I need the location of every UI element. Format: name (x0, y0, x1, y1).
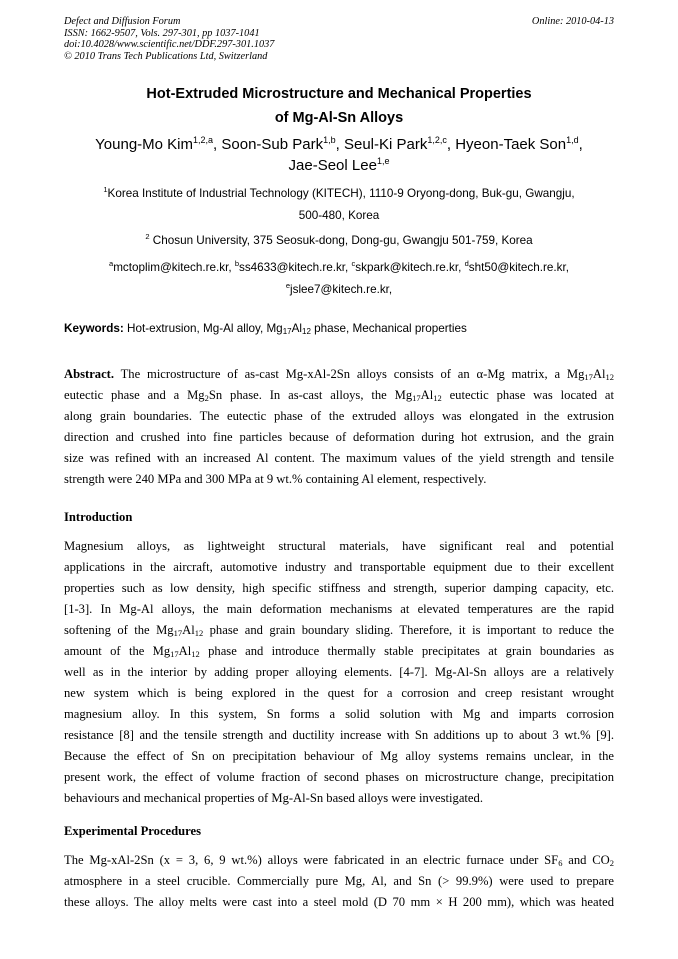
abstract-line: Abstract. The microstructure of as-cast Mg-xAl-2Sn alloys consists of an α-Mg matrix, a $Mg_{17}Al_{12}$ (64, 367, 614, 382)
experimental-body (64, 850, 614, 913)
email-link[interactable]: $^a$mctoplim@kitech.re.kr, (109, 259, 235, 274)
text-line: new system which is being explored in the quest for a corrosion and creep resistant wrought (64, 686, 614, 700)
text-line: The Mg-xAl-2Sn (x = 3, 6, 9 wt.%) alloys were fabricated in an electric furnace under $SF_6$ and $CO_2$ (64, 853, 614, 868)
journal-doi: doi:10.4028/www.scientific.net/DDF.297-301.1037 (64, 39, 275, 50)
author: Young-Mo Kim$^{1,2,a}$, (95, 135, 222, 153)
affiliation-2: $^2$ Chosun University, 375 Seosuk-dong, Dong-gu, Gwangju 501-759, Korea (145, 232, 533, 247)
author: Hyeon-Taek Son$^{1,d}$, (455, 135, 583, 153)
section-heading-introduction: Introduction (64, 510, 133, 524)
introduction-body (64, 536, 614, 809)
title-line-2: of Mg-Al-Sn Alloys (274, 110, 404, 126)
email-link[interactable]: $^e$jslee7@kitech.re.kr, (285, 281, 393, 296)
journal-header (64, 16, 384, 62)
text-line: applications in the aircraft, automotive industry and transportable equipment due to their excellent (64, 560, 614, 574)
journal-copyright: © 2010 Trans Tech Publications Ltd, Switzerland (64, 50, 268, 62)
abstract (64, 364, 614, 490)
paper-title (0, 82, 678, 130)
title-line-1: Hot-Extruded Microstructure and Mechanical Properties (146, 86, 532, 102)
journal-name: Defect and Diffusion Forum (64, 16, 181, 27)
text-line: atmosphere in a steel crucible. Commercially pure Mg, Al, and Sn (> 99.9%) were used to prepare (64, 874, 614, 888)
text-line: Magnesium alloys, as lightweight structural materials, have significant real and potential (64, 539, 614, 553)
text-line: softening of the $Mg_{17}Al_{12}$ phase and grain boundary sliding. Therefore, it is important to reduce the (64, 623, 614, 638)
text-line: Because the effect of Sn on precipitation behaviour of Mg alloy systems remains unclear, in the (64, 749, 614, 763)
email-link[interactable]: $^c$skpark@kitech.re.kr, (351, 259, 465, 274)
text-line: properties such as low density, high specific stiffness and strength, superior damping capacity, etc. (64, 581, 614, 595)
author-emails (70, 257, 608, 301)
text-line: amount of the $Mg_{17}Al_{12}$ phase and introduce thermally stable precipitates at grain boundaries as (64, 644, 614, 659)
text-line: magnesium alloy. In this system, Sn forms a solid solution with Mg and imparts corrosion (64, 707, 614, 721)
text-line: [1-3]. In Mg-Al alloys, the main deformation mechanisms at elevated temperatures are the rapid (64, 602, 614, 616)
abstract-label: Abstract. (64, 367, 115, 381)
abstract-line: eutectic phase and a $Mg_2Sn$ phase. In as-cast alloys, the $Mg_{17}Al_{12}$ eutectic phase was located at (64, 388, 614, 403)
keywords: Keywords: Hot-extrusion, Mg-Al alloy, $Mg_{17}Al_{12}$ phase, Mechanical properties (64, 322, 467, 336)
email-link[interactable]: $^b$ss4633@kitech.re.kr, (234, 259, 352, 274)
author: Soon-Sub Park$^{1,b}$, (221, 135, 344, 153)
text-line: well as in the interior by adding proper alloying elements. [4-7]. Mg-Al-Sn alloys are a relatively (64, 665, 614, 679)
text-line: present work, the effect of volume fraction of second phases on microstructure change, precipitation (64, 770, 614, 784)
text-line: resistance [8] and the tensile strength and ductility increase with Sn additions up to about 3 wt.% [9]. (64, 728, 614, 742)
section-heading-experimental: Experimental Procedures (64, 824, 201, 838)
email-link[interactable]: $^d$sht50@kitech.re.kr, (464, 259, 569, 274)
abstract-line: size was refined with an increased Al content. The maximum values of the yield strength and tensile (64, 451, 614, 465)
abstract-line: along grain boundaries. The eutectic phase of the extruded alloys was elongated in the extrusion (64, 409, 614, 423)
abstract-line: strength were 240 MPa and 300 MPa at 9 wt.% containing Al element, respectively. (64, 472, 487, 486)
author: Seul-Ki Park$^{1,2,c}$, (343, 135, 456, 153)
text-line: these alloys. The alloy melts were cast into a steel mold (D 70 mm × H 200 mm), which was heated (64, 895, 614, 909)
text-line: behaviours and mechanical properties of Mg-Al-Sn based alloys were investigated. (64, 791, 483, 805)
affiliation-1: $^1$Korea Institute of Industrial Technology (KITECH), 1110-9 Oryong-dong, Buk-gu, Gwangju, 500-480, Korea (103, 185, 575, 222)
online-date: Online: 2010-04-13 (531, 16, 614, 27)
keywords-label: Keywords: (64, 322, 124, 335)
abstract-line: direction and crushed into fine particles because of deformation during hot extrusion, and the grain (64, 430, 614, 444)
author-list (40, 134, 638, 176)
author: Jae-Seol Lee$^{1,e}$ (288, 156, 390, 174)
journal-issn: ISSN: 1662-9507, Vols. 297-301, pp 1037-1041 (64, 27, 260, 39)
